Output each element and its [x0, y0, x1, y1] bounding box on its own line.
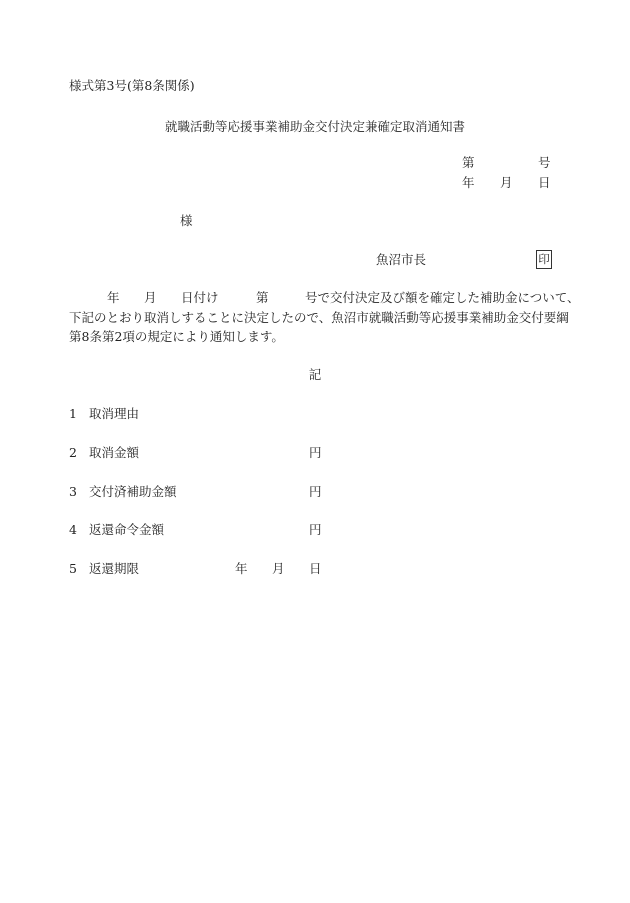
- body-line-2-text: 下記のとおり取消しすることに決定したので、魚沼市就職活動等応援事業補助金交付要綱: [69, 310, 569, 325]
- item-unit: 円: [309, 522, 322, 537]
- item-number: 3: [69, 484, 77, 499]
- item-label: 交付済補助金額: [89, 484, 177, 499]
- item-year: 年: [235, 561, 248, 576]
- body-year: 年: [107, 290, 120, 305]
- ki-heading: 記: [308, 367, 322, 382]
- item-unit: 円: [309, 484, 322, 499]
- item-label: 返還期限: [89, 561, 140, 576]
- body-dai: 第: [256, 290, 269, 305]
- document-date-day: 日: [538, 175, 551, 190]
- form-label: 様式第3号(第8条関係): [69, 78, 195, 93]
- item-number: 2: [69, 445, 77, 460]
- item-month: 月: [272, 561, 285, 576]
- body-line-1-rest: 号で交付決定及び額を確定した補助金について、: [305, 290, 580, 305]
- item-label: 返還命令金額: [89, 522, 165, 537]
- body-month: 月: [144, 290, 157, 305]
- item-label: 取消金額: [89, 445, 140, 460]
- seal-mark: 印: [536, 250, 552, 269]
- document-date-month: 月: [500, 175, 513, 190]
- item-number: 4: [69, 522, 77, 537]
- item-unit: 円: [309, 445, 322, 460]
- item-day: 日: [309, 561, 322, 576]
- addressee-honorific: 様: [180, 213, 193, 228]
- document-title: 就職活動等応援事業補助金交付決定兼確定取消通知書: [164, 119, 465, 134]
- issuer-name: 魚沼市長: [376, 252, 427, 267]
- item-label: 取消理由: [89, 406, 140, 421]
- document-date-year: 年: [462, 175, 475, 190]
- document-number-dai: 第: [462, 155, 475, 170]
- item-number: 1: [69, 406, 77, 421]
- document-number-go: 号: [538, 155, 551, 170]
- body-dated: 日付け: [181, 290, 219, 305]
- body-line-3-text: 第8条第2項の規定により通知します。: [69, 329, 284, 344]
- item-number: 5: [69, 561, 77, 576]
